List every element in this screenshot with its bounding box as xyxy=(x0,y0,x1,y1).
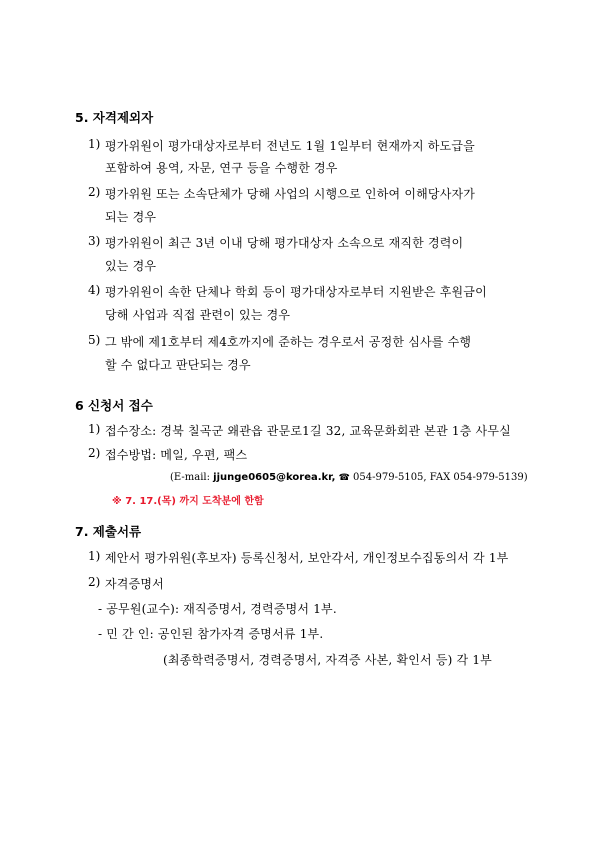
list-item-continuation: 할 수 없다고 판단되는 경우 xyxy=(105,358,251,372)
contact-prefix: (E-mail: xyxy=(170,472,214,483)
item-number: 1) xyxy=(88,422,101,436)
list-item-continuation: 당해 사업과 직접 관련이 있는 경우 xyxy=(105,308,291,322)
section-6-title: 6 신청서 접수 xyxy=(75,398,153,413)
list-item: 제안서 평가위원(후보자) 등록신청서, 보안각서, 개인정보수집동의서 각 1부 xyxy=(105,551,509,565)
sub-item: - 민 간 인: 공인된 참가자격 증명서류 1부. xyxy=(98,627,324,641)
deadline-notice: ※ 7. 17.(목) 까지 도착분에 한함 xyxy=(112,496,264,507)
list-item-continuation: 포함하여 용역, 자문, 연구 등을 수행한 경우 xyxy=(105,161,338,175)
section-5-title: 5. 자격제외자 xyxy=(75,110,154,125)
sub-item: - 공무원(교수): 재직증명서, 경력증명서 1부. xyxy=(98,602,337,616)
item-number: 5) xyxy=(88,333,101,347)
list-item: 접수방법: 메일, 우편, 팩스 xyxy=(105,448,248,462)
list-item: 자격증명서 xyxy=(105,577,164,591)
phone-icon: ☎ xyxy=(338,473,350,483)
contact-info xyxy=(170,472,528,483)
item-number: 2) xyxy=(88,185,101,199)
contact-email: jjunge0605@korea.kr, xyxy=(213,472,336,483)
list-item: 평가위원이 평가대상자로부터 전년도 1월 1일부터 현재까지 하도급을 xyxy=(105,139,475,153)
list-item-continuation: 있는 경우 xyxy=(105,259,157,273)
list-item: 평가위원이 최근 3년 이내 당해 평가대상자 소속으로 재직한 경력이 xyxy=(105,236,464,250)
item-number: 1) xyxy=(88,137,101,151)
list-item: 평가위원 또는 소속단체가 당해 사업의 시행으로 인하여 이해당사자가 xyxy=(105,187,476,201)
item-number: 2) xyxy=(88,575,101,589)
contact-phone-fax: 054-979-5105, FAX 054-979-5139) xyxy=(349,472,528,483)
list-item: 접수장소: 경북 칠곡군 왜관읍 관문로1길 32, 교육문화회관 본관 1층 사무실 xyxy=(105,424,511,438)
item-number: 2) xyxy=(88,446,101,460)
list-item-continuation: 되는 경우 xyxy=(105,210,157,224)
list-item: 그 밖에 제1호부터 제4호까지에 준하는 경우로서 공정한 심사를 수행 xyxy=(105,335,472,349)
list-item: 평가위원이 속한 단체나 학회 등이 평가대상자로부터 지원받은 후원금이 xyxy=(105,285,487,299)
item-number: 4) xyxy=(88,283,101,297)
sub-item-note: (최종학력증명서, 경력증명서, 자격증 사본, 확인서 등) 각 1부 xyxy=(163,653,492,667)
section-7-title: 7. 제출서류 xyxy=(75,524,142,539)
item-number: 1) xyxy=(88,549,101,563)
item-number: 3) xyxy=(88,234,101,248)
